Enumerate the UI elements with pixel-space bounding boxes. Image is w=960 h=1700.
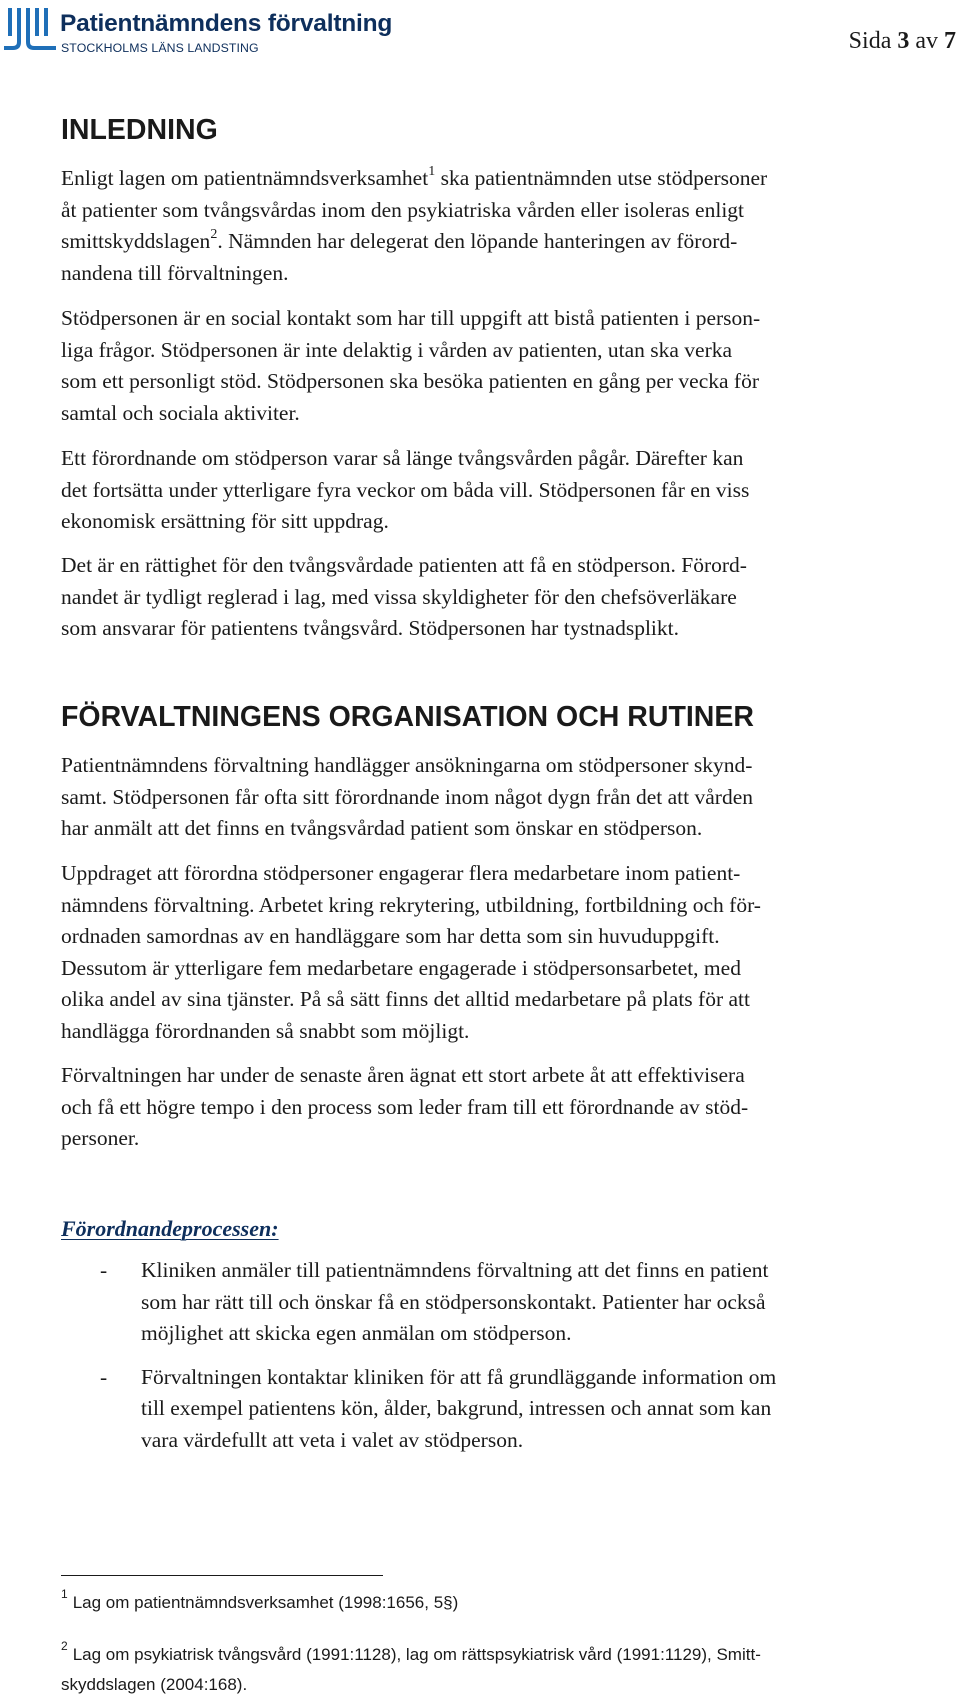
footnote-2: $^2$ Lag om psykiatrisk tvångsvård (1991:1128), lag om rättspsykiatrisk vård (1991:1129), Smitt- skyddslagen (2004:168).	[61, 1639, 761, 1694]
sll-logo-icon	[2, 6, 58, 52]
page-total: 7	[944, 28, 956, 54]
paragraph: Enligt lagen om patientnämndsverksamhet$^1$ ska patientnämnden utse stödpersoner åt patienter som tvångsvårdas inom den psykiatriska vården eller isoleras enligt smittskyddslagen$^2$. Nämnden har delegerat den löpande hanteringen av förord- nandena till förvaltningen.	[61, 163, 768, 285]
list-item: - Kliniken anmäler till patientnämndens förvaltning att det finns en patient som har rätt till och önskar få en stödpersonskontakt. Patienter har också möjlighet att skicka egen anmälan om stödperson.	[61, 1255, 941, 1350]
org-subtitle: STOCKHOLMS LÄNS LANDSTING	[61, 41, 259, 55]
list-dash: -	[100, 1364, 108, 1389]
footnote-1: $^1$ Lag om patientnämndsverksamhet (1998:1656, 5§)	[61, 1587, 459, 1612]
org-logo	[2, 6, 422, 58]
list-item: - Förvaltningen kontaktar kliniken för att få grundläggande information om till exempel patientens kön, ålder, bakgrund, intressen och annat som kan vara värdefullt att veta i valet av stödperson.	[61, 1362, 941, 1457]
footnote-separator	[61, 1575, 383, 1576]
paragraph: Uppdraget att förordna stödpersoner engagerar flera medarbetare inom patient- nämndens förvaltning. Arbetet kring rekrytering, utbildning, fortbildning och för- ordnaden samordnas av en handläggare som har detta som sin huvuduppgift. Dessutom är ytterligare fem medarbetare engagerade i stödpersonsarbetet, med olika andel av sina tjänster. På så sätt finns det alltid medarbetare på plats för att handlägga förordnanden så snabbt som möjligt.	[61, 861, 761, 1043]
footnote-ref[interactable]: 2	[210, 226, 218, 242]
section-heading-organisation: FÖRVALTNINGENS ORGANISATION OCH RUTINER	[61, 701, 754, 733]
paragraph: Ett förordnande om stödperson varar så länge tvångsvården pågår. Därefter kan det fortsätta under ytterligare fyra veckor om båda vill. Stödpersonen får en viss ekonomisk ersättning för sitt uppdrag.	[61, 446, 750, 533]
page-number: Sida 3 av 7	[848, 28, 956, 54]
section-heading-inledning: INLEDNING	[61, 114, 218, 146]
footnote-ref[interactable]: 1	[428, 163, 436, 179]
page-current: 3	[897, 28, 910, 54]
page-header	[0, 0, 960, 70]
list-dash: -	[100, 1258, 108, 1282]
paragraph: Förvaltningen har under de senaste åren ägnat ett stort arbete åt att effektivisera och få ett högre tempo i den process som leder fram till ett förordnande av stöd- personer.	[61, 1063, 749, 1150]
paragraph: Patientnämndens förvaltning handlägger ansökningarna om stödpersoner skynd- samt. Stödpersonen får ofta sitt förordnande inom något dygn från det att vården har anmält att det finns en tvångsvårdad patient som önskar en stödperson.	[61, 753, 753, 840]
process-heading: Förordnandeprocessen:	[61, 1216, 279, 1241]
paragraph: Det är en rättighet för den tvångsvårdade patienten att få en stödperson. Förord- nandet är tydligt reglerad i lag, med vissa skyldigheter för den chefsöverläkare som ansvarar för patientens tvångsvård. Stödpersonen har tystnadsplikt.	[61, 553, 747, 640]
process-list	[61, 1255, 941, 1456]
paragraph: Stödpersonen är en social kontakt som har till uppgift att bistå patienten i person- liga frågor. Stödpersonen är inte delaktig i vården av patienten, utan ska verka som ett personligt stöd. Stödpersonen ska besöka patienten en gång per vecka för samtal och sociala aktiviter.	[61, 306, 761, 425]
org-name: Patientnämndens förvaltning	[60, 10, 393, 37]
